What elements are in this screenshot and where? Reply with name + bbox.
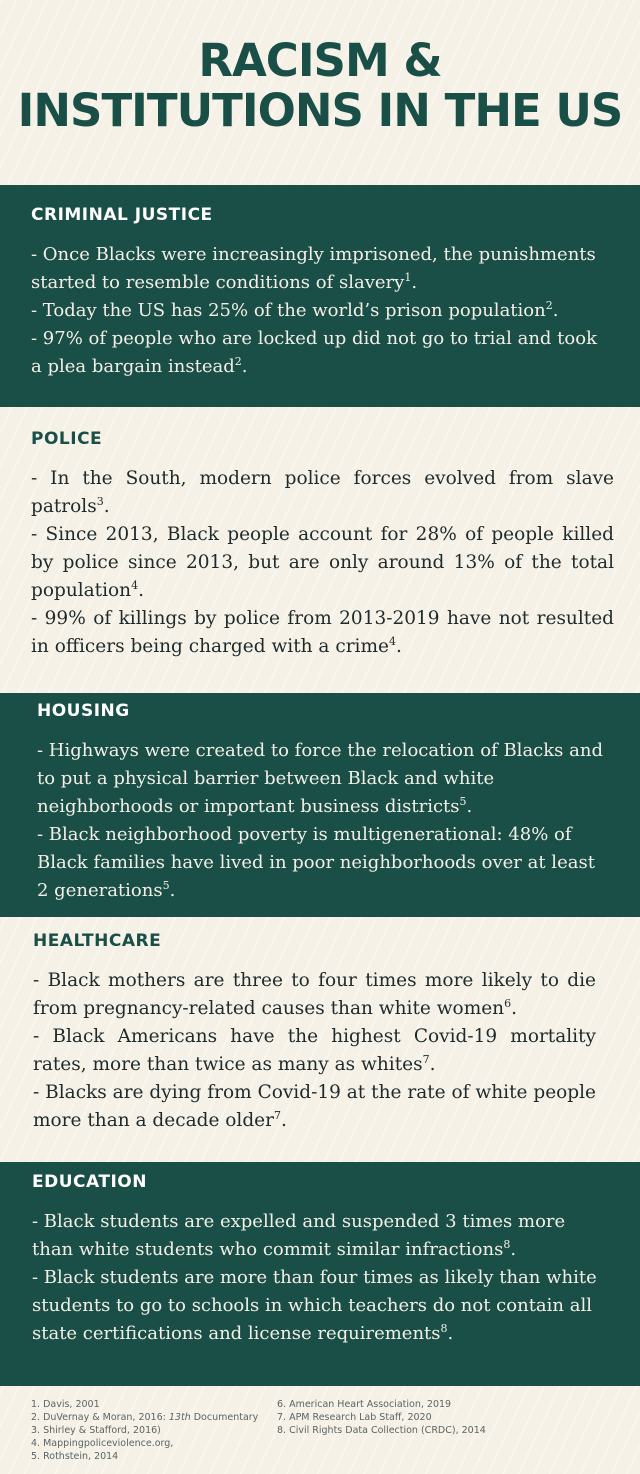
references	[0, 1386, 640, 1474]
title-line-1: RACISM &	[198, 34, 442, 87]
bullet-item: - 97% of people who are locked up did not go to trial and took a plea bargain instead$^2$.	[31, 328, 597, 377]
page-title	[0, 36, 640, 136]
bullet-item: - Since 2013, Black people account for 28% of people killed by police since 2013, but are only around 13% of the total population$^4$.	[31, 524, 614, 601]
reference-item: 2. DuVernay & Moran, 2016: 13th Documentary	[31, 1412, 259, 1423]
footnote-ref: 6	[504, 996, 512, 1010]
section-housing	[0, 693, 640, 917]
reference-item: 8. Civil Rights Data Collection (CRDC), 2014	[277, 1425, 486, 1436]
title-line-2: INSTITUTIONS IN THE US	[17, 84, 623, 137]
section-body	[32, 1208, 600, 1348]
footnote-ref: 8	[440, 1322, 448, 1335]
bullet-item: - Black mothers are three to four times more likely to die from pregnancy-related causes than white women$^6$.	[33, 970, 596, 1019]
section-heading: POLICE	[31, 429, 103, 449]
bullet-item: - Black students are expelled and suspended 3 times more than white students who commit similar infractions$^8$.	[32, 1211, 566, 1260]
section-heading: CRIMINAL JUSTICE	[31, 205, 213, 225]
footnote-ref: 2	[545, 299, 553, 312]
footnote-ref: 1	[404, 271, 412, 284]
bullet-item: - Highways were created to force the relocation of Blacks and to put a physical barrier between Black and white neighborhoods or important business districts$^5$.	[37, 740, 603, 817]
reference-item: 1. Davis, 2001	[31, 1399, 100, 1410]
references-column-1	[31, 1398, 258, 1463]
section-criminal-justice	[0, 185, 640, 407]
section-police	[0, 407, 640, 693]
bullet-item: - 99% of killings by police from 2013-2019 have not resulted in officers being charged with a crime$^4$.	[31, 608, 614, 657]
section-heading: HOUSING	[37, 701, 130, 721]
section-heading: EDUCATION	[32, 1172, 147, 1192]
footnote-ref: 4	[131, 578, 139, 592]
section-body	[37, 737, 610, 905]
bullet-item: - Once Blacks were increasingly imprisoned, the punishments started to resemble conditions of slavery$^1$.	[31, 244, 596, 293]
section-body	[31, 465, 614, 661]
reference-item: 7. APM Research Lab Staff, 2020	[277, 1412, 432, 1423]
section-education	[0, 1162, 640, 1386]
bullet-item: - Black neighborhood poverty is multigenerational: 48% of Black families have lived in poor neighborhoods over at least 2 generations$^5$.	[37, 824, 595, 901]
footnote-ref: 7	[422, 1052, 430, 1066]
bullet-item: - Black Americans have the highest Covid-19 mortality rates, more than twice as many as whites$^7$.	[33, 1026, 596, 1075]
references-column-2	[277, 1398, 486, 1437]
bullet-item: - Black students are more than four times as likely than white students to go to schools in which teachers do not contain all state certifications and license requirements$^8$.	[32, 1267, 597, 1344]
footnote-ref: 3	[96, 494, 104, 508]
reference-item: 5. Rothstein, 2014	[31, 1451, 119, 1462]
bullet-item: - Blacks are dying from Covid-19 at the rate of white people more than a decade older$^7$.	[33, 1082, 596, 1131]
footnote-ref: 8	[503, 1238, 511, 1251]
reference-item: 6. American Heart Association, 2019	[277, 1399, 452, 1410]
bullet-item: - In the South, modern police forces evolved from slave patrols$^3$.	[31, 468, 614, 517]
footnote-ref: 5	[459, 795, 467, 808]
footnote-ref: 2	[234, 355, 242, 368]
reference-item: 4. Mappingpoliceviolence.org,	[31, 1438, 174, 1449]
reference-item: 3. Shirley & Stafford, 2016)	[31, 1425, 161, 1436]
section-body	[33, 967, 596, 1135]
section-body	[31, 241, 610, 381]
section-heading: HEALTHCARE	[33, 931, 162, 951]
footnote-ref: 5	[162, 879, 170, 892]
bullet-item: - Today the US has 25% of the world’s prison population$^2$.	[31, 299, 559, 321]
footnote-ref: 4	[388, 634, 396, 648]
section-healthcare	[0, 917, 640, 1162]
footnote-ref: 7	[273, 1108, 281, 1122]
